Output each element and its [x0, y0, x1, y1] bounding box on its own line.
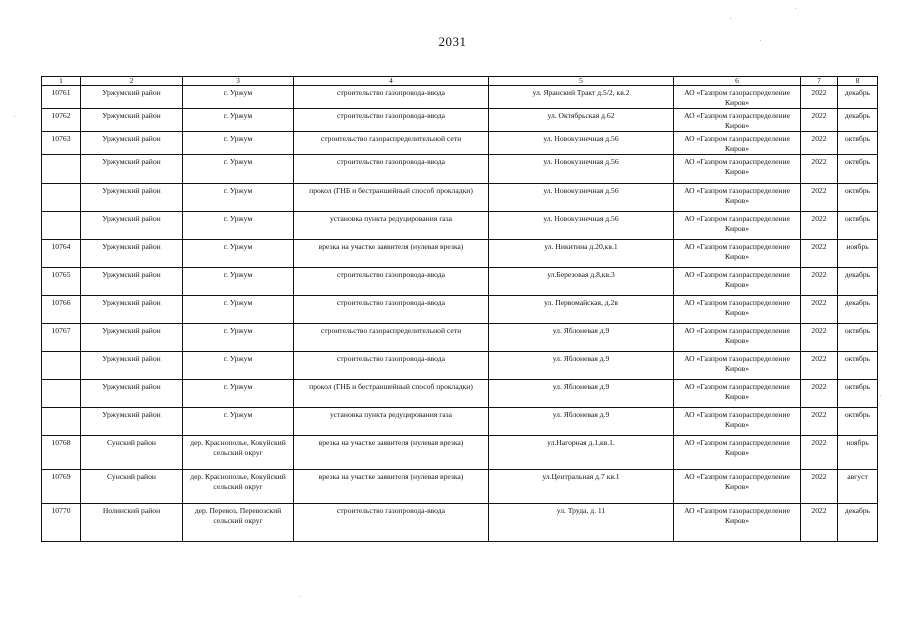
cell-month: декабрь	[838, 296, 878, 324]
cell-work-type: врезка на участке заявителя (нулевая врезка)	[294, 436, 489, 470]
cell-record-number: 10770	[42, 504, 81, 542]
cell-year: 2022	[801, 324, 838, 352]
cell-locality: г. Уржум	[183, 184, 294, 212]
table-row	[42, 109, 878, 132]
cell-month: октябрь	[838, 352, 878, 380]
cell-month: ноябрь	[838, 240, 878, 268]
cell-district: Нолинский район	[81, 504, 183, 542]
cell-month: декабрь	[838, 268, 878, 296]
cell-year: 2022	[801, 436, 838, 470]
cell-record-number	[42, 155, 81, 184]
cell-record-number	[42, 380, 81, 408]
cell-locality: г. Уржум	[183, 296, 294, 324]
cell-organization: АО «Газпром газораспределение Киров»	[674, 408, 801, 436]
cell-record-number: 10761	[42, 86, 81, 109]
cell-month: октябрь	[838, 155, 878, 184]
cell-district: Уржумский район	[81, 324, 183, 352]
cell-month: октябрь	[838, 324, 878, 352]
cell-district: Уржумский район	[81, 268, 183, 296]
table-header-row	[42, 77, 878, 86]
table-row	[42, 212, 878, 240]
cell-record-number: 10762	[42, 109, 81, 132]
cell-district: Уржумский район	[81, 132, 183, 155]
cell-address: ул. Новокузнечная д.56	[489, 184, 674, 212]
cell-address: ул. Яблоневая д.9	[489, 380, 674, 408]
cell-year: 2022	[801, 504, 838, 542]
table-row	[42, 86, 878, 109]
cell-year: 2022	[801, 86, 838, 109]
cell-year: 2022	[801, 132, 838, 155]
cell-year: 2022	[801, 352, 838, 380]
cell-month: август	[838, 470, 878, 504]
cell-record-number: 10764	[42, 240, 81, 268]
cell-locality: дер. Краснополье, Кокуйский сельский округ	[183, 436, 294, 470]
cell-organization: АО «Газпром газораспределение Киров»	[674, 352, 801, 380]
scan-speck	[760, 40, 761, 41]
cell-address: ул. Яблоневая д.9	[489, 408, 674, 436]
cell-work-type: строительство газораспределительной сети	[294, 132, 489, 155]
cell-organization: АО «Газпром газораспределение Киров»	[674, 155, 801, 184]
column-header: 1	[42, 77, 81, 86]
cell-locality: дер. Перевоз, Перевозский сельский округ	[183, 504, 294, 542]
cell-locality: г. Уржум	[183, 380, 294, 408]
cell-work-type: установка пункта редуцирования газа	[294, 408, 489, 436]
cell-year: 2022	[801, 470, 838, 504]
cell-district: Сунский район	[81, 436, 183, 470]
scan-speck	[730, 18, 731, 19]
cell-month: октябрь	[838, 408, 878, 436]
cell-district: Уржумский район	[81, 109, 183, 132]
cell-address: ул. Новокузнечная д.56	[489, 132, 674, 155]
cell-organization: АО «Газпром газораспределение Киров»	[674, 296, 801, 324]
cell-address: ул. Октябрьская д.62	[489, 109, 674, 132]
table-row	[42, 240, 878, 268]
cell-month: декабрь	[838, 504, 878, 542]
cell-year: 2022	[801, 109, 838, 132]
cell-year: 2022	[801, 268, 838, 296]
scan-speck	[14, 116, 15, 117]
table-row	[42, 296, 878, 324]
table-row	[42, 184, 878, 212]
cell-address: ул. Новокузнечная д.56	[489, 212, 674, 240]
cell-year: 2022	[801, 408, 838, 436]
cell-month: ноябрь	[838, 436, 878, 470]
cell-address: ул.Березовая д.8,кв.3	[489, 268, 674, 296]
column-header: 4	[294, 77, 489, 86]
cell-month: октябрь	[838, 184, 878, 212]
cell-month: октябрь	[838, 380, 878, 408]
table-row	[42, 352, 878, 380]
cell-organization: АО «Газпром газораспределение Киров»	[674, 324, 801, 352]
cell-month: декабрь	[838, 109, 878, 132]
table-body	[42, 86, 878, 542]
cell-address: ул.Нагорная д.1,кв.1.	[489, 436, 674, 470]
cell-organization: АО «Газпром газораспределение Киров»	[674, 132, 801, 155]
table-row	[42, 132, 878, 155]
cell-locality: г. Уржум	[183, 155, 294, 184]
cell-locality: г. Уржум	[183, 268, 294, 296]
cell-locality: г. Уржум	[183, 212, 294, 240]
cell-district: Сунский район	[81, 470, 183, 504]
cell-work-type: установка пункта редуцирования газа	[294, 212, 489, 240]
cell-locality: г. Уржум	[183, 352, 294, 380]
column-header: 8	[838, 77, 878, 86]
cell-work-type: строительство газопровода-ввода	[294, 155, 489, 184]
scan-speck	[300, 596, 301, 597]
cell-organization: АО «Газпром газораспределение Киров»	[674, 380, 801, 408]
table-row	[42, 380, 878, 408]
cell-organization: АО «Газпром газораспределение Киров»	[674, 436, 801, 470]
cell-organization: АО «Газпром газораспределение Киров»	[674, 240, 801, 268]
cell-district: Уржумский район	[81, 86, 183, 109]
cell-work-type: прокол (ГНБ и бестраншейный способ прокладки)	[294, 184, 489, 212]
cell-month: декабрь	[838, 86, 878, 109]
cell-record-number	[42, 408, 81, 436]
cell-work-type: строительство газопровода-ввода	[294, 504, 489, 542]
cell-record-number: 10768	[42, 436, 81, 470]
cell-locality: г. Уржум	[183, 109, 294, 132]
cell-organization: АО «Газпром газораспределение Киров»	[674, 212, 801, 240]
cell-locality: г. Уржум	[183, 324, 294, 352]
column-header: 3	[183, 77, 294, 86]
cell-month: октябрь	[838, 132, 878, 155]
cell-address: ул.Центральная д.7 кв.1	[489, 470, 674, 504]
cell-district: Уржумский район	[81, 296, 183, 324]
table-row	[42, 504, 878, 542]
cell-work-type: строительство газопровода-ввода	[294, 86, 489, 109]
cell-work-type: прокол (ГНБ и бестраншейный способ прокладки)	[294, 380, 489, 408]
table-row	[42, 324, 878, 352]
table-row	[42, 470, 878, 504]
table-row	[42, 436, 878, 470]
cell-address: ул. Труда, д. 11	[489, 504, 674, 542]
table-row	[42, 268, 878, 296]
cell-locality: г. Уржум	[183, 132, 294, 155]
cell-record-number	[42, 352, 81, 380]
cell-work-type: строительство газораспределительной сети	[294, 324, 489, 352]
cell-organization: АО «Газпром газораспределение Киров»	[674, 268, 801, 296]
cell-organization: АО «Газпром газораспределение Киров»	[674, 470, 801, 504]
cell-work-type: строительство газопровода-ввода	[294, 109, 489, 132]
page-number: 2031	[438, 34, 467, 49]
cell-work-type: строительство газопровода-ввода	[294, 268, 489, 296]
cell-month: октябрь	[838, 212, 878, 240]
gas-works-table	[41, 76, 878, 542]
cell-district: Уржумский район	[81, 380, 183, 408]
cell-district: Уржумский район	[81, 408, 183, 436]
cell-record-number	[42, 184, 81, 212]
cell-year: 2022	[801, 296, 838, 324]
column-header: 7	[801, 77, 838, 86]
cell-record-number	[42, 212, 81, 240]
cell-district: Уржумский район	[81, 212, 183, 240]
cell-organization: АО «Газпром газораспределение Киров»	[674, 504, 801, 542]
cell-record-number: 10763	[42, 132, 81, 155]
cell-work-type: врезка на участке заявителя (нулевая врезка)	[294, 240, 489, 268]
cell-district: Уржумский район	[81, 155, 183, 184]
cell-record-number: 10766	[42, 296, 81, 324]
cell-year: 2022	[801, 212, 838, 240]
cell-address: ул. Новокузнечная д.56	[489, 155, 674, 184]
cell-district: Уржумский район	[81, 240, 183, 268]
cell-locality: г. Уржум	[183, 86, 294, 109]
cell-locality: г. Уржум	[183, 408, 294, 436]
column-header: 2	[81, 77, 183, 86]
cell-address: ул. Никитина д.20,кв.1	[489, 240, 674, 268]
cell-district: Уржумский район	[81, 352, 183, 380]
column-header: 6	[674, 77, 801, 86]
cell-address: ул. Яблоневая д.9	[489, 352, 674, 380]
cell-record-number: 10767	[42, 324, 81, 352]
cell-year: 2022	[801, 240, 838, 268]
cell-organization: АО «Газпром газораспределение Киров»	[674, 184, 801, 212]
cell-address: ул. Первомайская, д.2в	[489, 296, 674, 324]
scan-speck	[795, 8, 796, 9]
cell-address: ул. Яранский Тракт д.5/2, кв.2	[489, 86, 674, 109]
cell-locality: дер. Краснополье, Кокуйский сельский округ	[183, 470, 294, 504]
cell-locality: г. Уржум	[183, 240, 294, 268]
cell-year: 2022	[801, 184, 838, 212]
cell-year: 2022	[801, 380, 838, 408]
scan-speck	[880, 395, 881, 396]
cell-year: 2022	[801, 155, 838, 184]
cell-district: Уржумский район	[81, 184, 183, 212]
column-header: 5	[489, 77, 674, 86]
cell-organization: АО «Газпром газораспределение Киров»	[674, 86, 801, 109]
cell-record-number: 10769	[42, 470, 81, 504]
cell-work-type: врезка на участке заявителя (нулевая врезка)	[294, 470, 489, 504]
table-row	[42, 408, 878, 436]
cell-organization: АО «Газпром газораспределение Киров»	[674, 109, 801, 132]
cell-address: ул. Яблоневая д.9	[489, 324, 674, 352]
table-row	[42, 155, 878, 184]
cell-record-number: 10765	[42, 268, 81, 296]
cell-work-type: строительство газопровода-ввода	[294, 296, 489, 324]
cell-work-type: строительство газопровода-ввода	[294, 352, 489, 380]
